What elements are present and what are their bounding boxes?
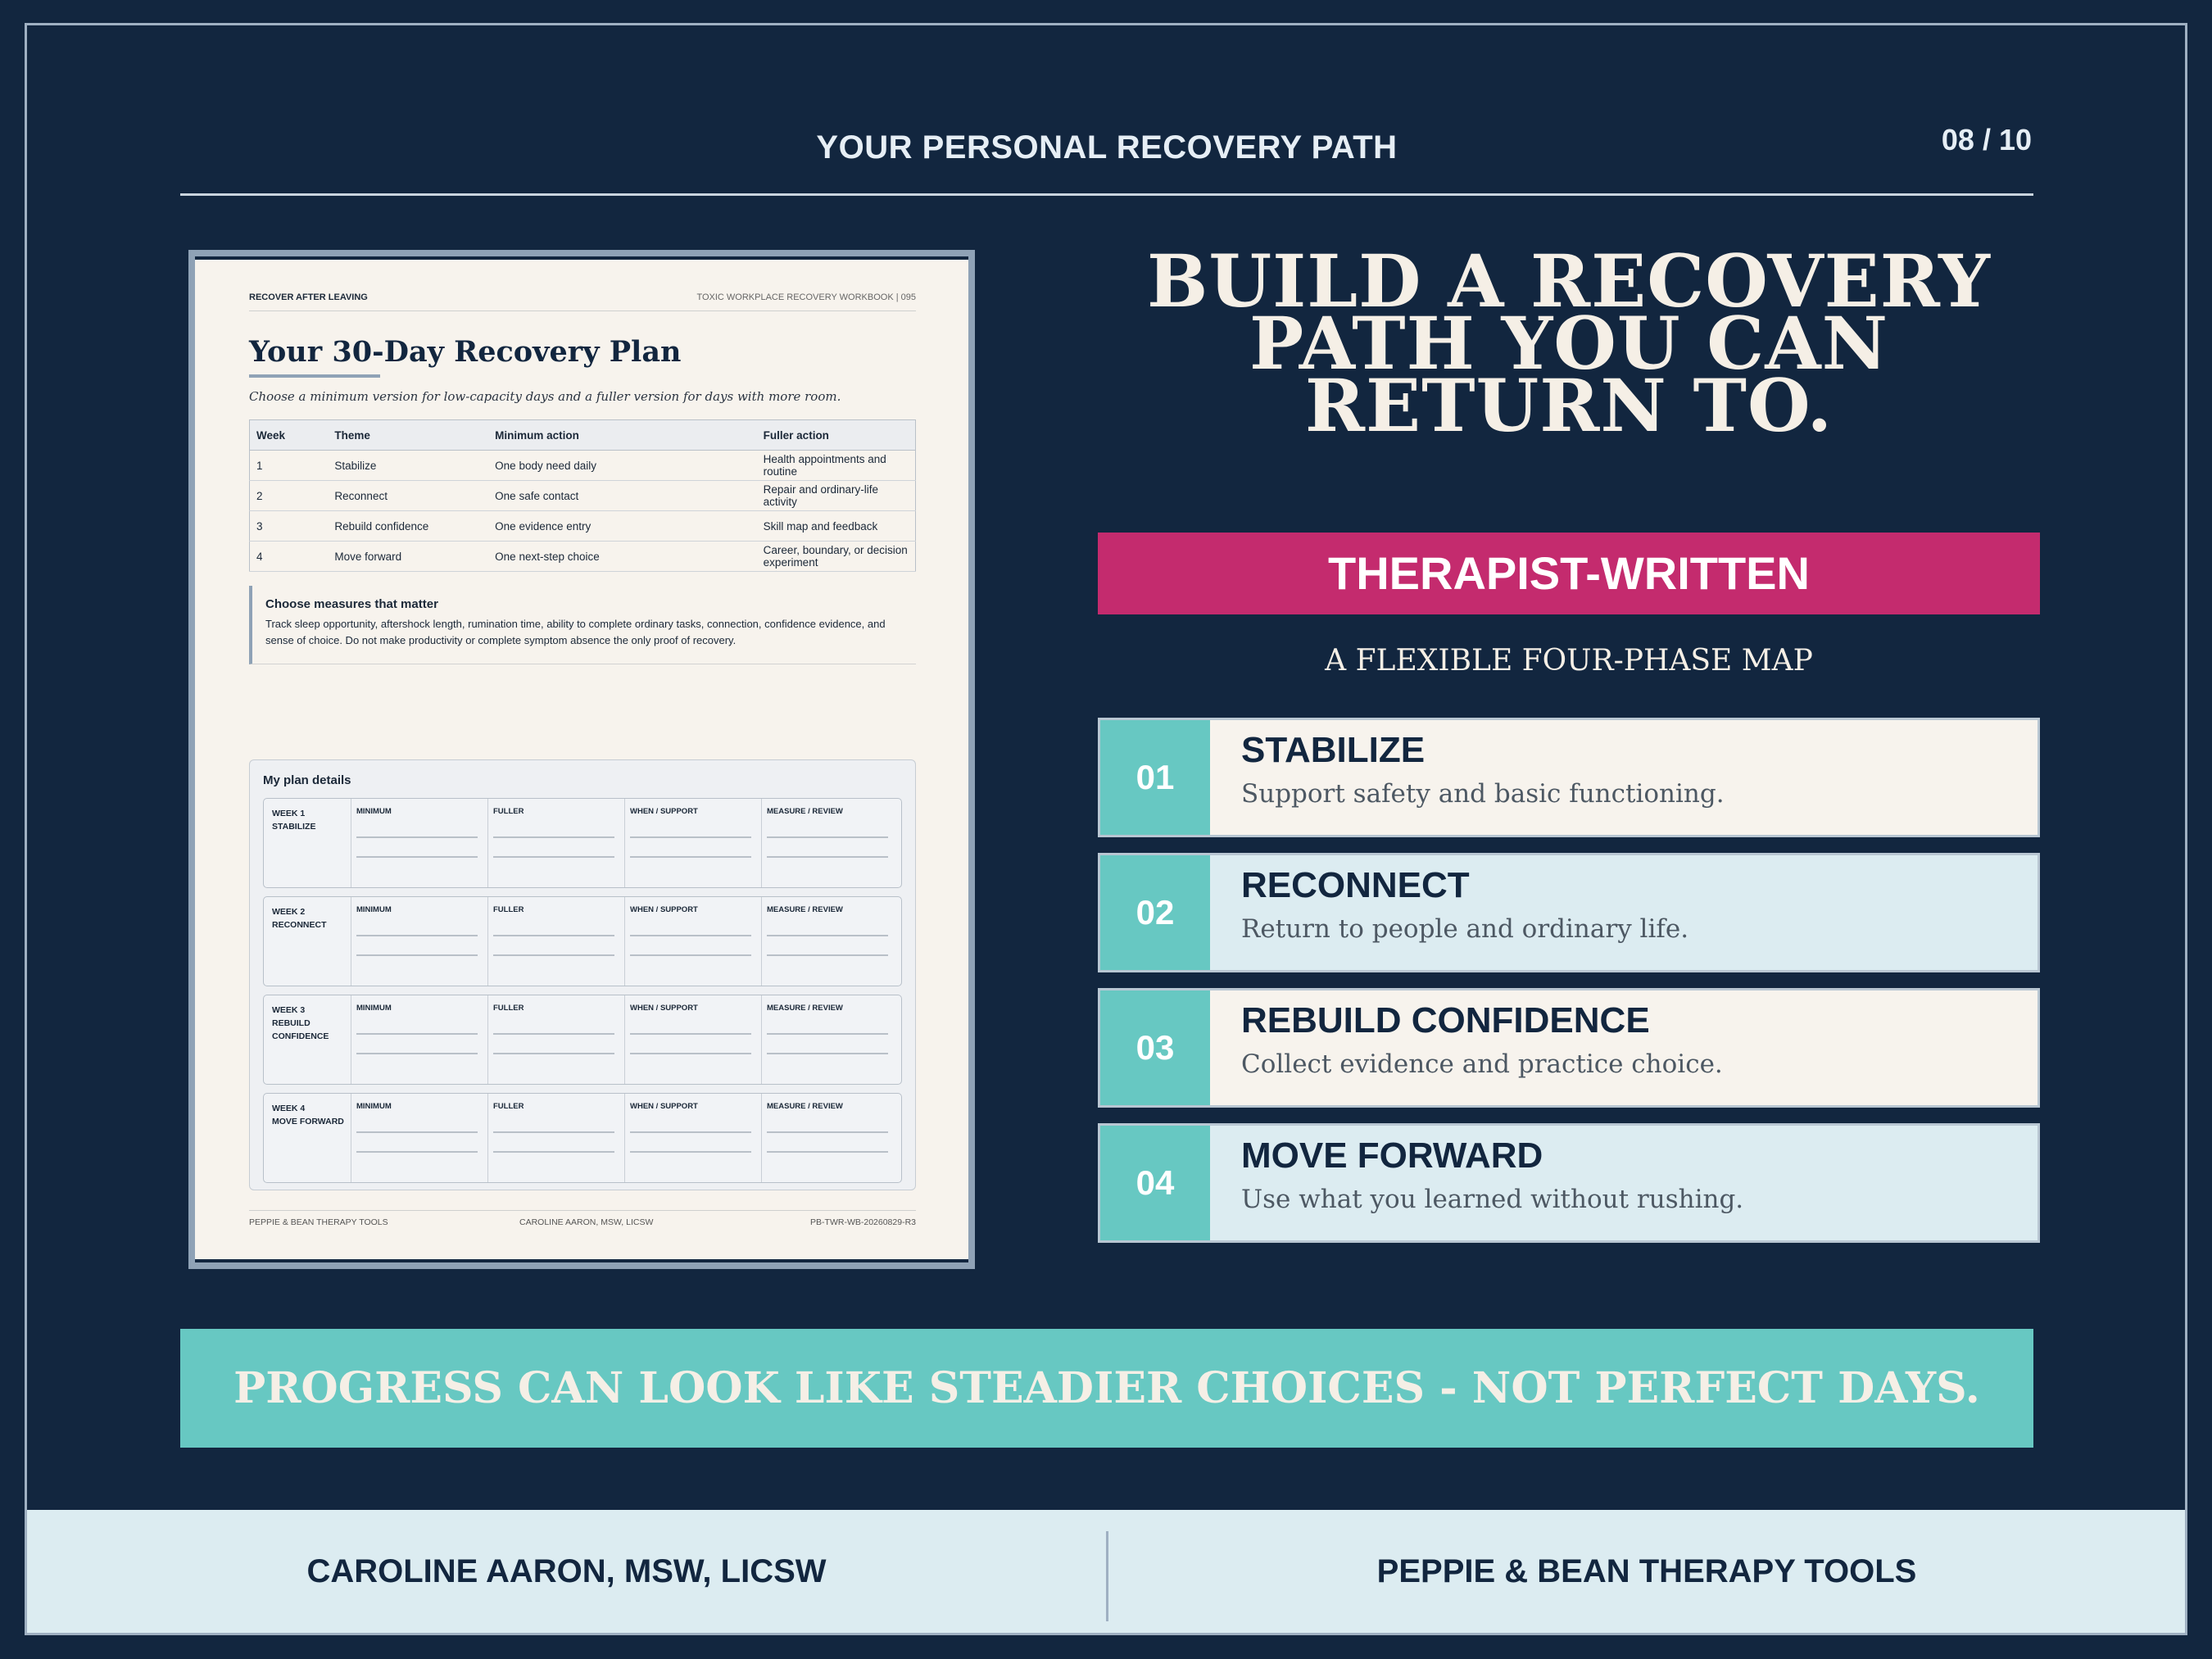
week-field[interactable] xyxy=(761,897,899,986)
write-line xyxy=(493,954,614,956)
week-field-label: FULLER xyxy=(493,905,524,914)
measures-callout xyxy=(249,586,916,664)
table-cell: One next-step choice xyxy=(488,542,757,572)
write-line xyxy=(630,935,751,936)
write-line xyxy=(356,836,478,838)
plan-week-row xyxy=(263,1093,902,1183)
write-line xyxy=(356,1053,478,1054)
table-row xyxy=(250,481,916,511)
write-line xyxy=(493,856,614,858)
table-header: Minimum action xyxy=(488,420,757,451)
table-cell: 3 xyxy=(250,511,329,542)
table-row xyxy=(250,451,916,481)
table-cell: Rebuild confidence xyxy=(328,511,488,542)
write-line xyxy=(630,1151,751,1153)
phase-card-move-forward xyxy=(1098,1123,2040,1243)
week-field-label: MINIMUM xyxy=(356,1004,392,1013)
four-phase-subhead: A FLEXIBLE FOUR-PHASE MAP xyxy=(1325,644,1813,678)
phase-number: 03 xyxy=(1100,990,1210,1105)
phase-description: Collect evidence and practice choice. xyxy=(1241,1049,1723,1079)
phase-title: STABILIZE xyxy=(1241,730,1426,770)
phase-description: Support safety and basic functioning. xyxy=(1241,779,1725,809)
week-field-label: WHEN / SUPPORT xyxy=(630,1102,698,1111)
workbook-title: Your 30-Day Recovery Plan xyxy=(249,335,682,369)
week-field-label: FULLER xyxy=(493,807,524,816)
write-line xyxy=(767,1053,888,1054)
table-cell: One body need daily xyxy=(488,451,757,481)
week-field-label: MINIMUM xyxy=(356,905,392,914)
week-number: WEEK 1 xyxy=(272,809,306,818)
week-field[interactable] xyxy=(761,1094,899,1182)
write-line xyxy=(630,1053,751,1054)
week-field[interactable] xyxy=(761,799,899,887)
week-field[interactable] xyxy=(624,1094,762,1182)
table-cell: 1 xyxy=(250,451,329,481)
table-row xyxy=(250,542,916,572)
week-label xyxy=(272,1004,346,1043)
headline-line: PATH YOU CAN xyxy=(1249,301,1889,386)
write-line xyxy=(493,836,614,838)
write-line xyxy=(630,836,751,838)
footer-author: CAROLINE AARON, MSW, LICSW xyxy=(306,1553,827,1589)
write-line xyxy=(767,954,888,956)
write-line xyxy=(767,836,888,838)
headline-line: RETURN TO. xyxy=(1304,363,1834,448)
week-number: WEEK 2 xyxy=(272,907,306,917)
week-field-label: WHEN / SUPPORT xyxy=(630,905,698,914)
phase-title: REBUILD CONFIDENCE xyxy=(1241,1000,1650,1040)
week-field[interactable] xyxy=(487,1094,625,1182)
phase-title: RECONNECT xyxy=(1241,865,1470,905)
table-cell: Move forward xyxy=(328,542,488,572)
week-theme: MOVE FORWARD xyxy=(272,1117,344,1126)
phase-number: 02 xyxy=(1100,855,1210,970)
week-field-label: MEASURE / REVIEW xyxy=(767,1102,843,1111)
title-underline xyxy=(249,374,380,378)
week-field-label: WHEN / SUPPORT xyxy=(630,1004,698,1013)
table-cell: Health appointments and routine xyxy=(757,451,916,481)
phase-description: Use what you learned without rushing. xyxy=(1241,1185,1744,1214)
progress-quote-banner: PROGRESS CAN LOOK LIKE STEADIER CHOICES - NOT PERFECT DAYS. xyxy=(180,1329,2033,1448)
page-header-title: YOUR PERSONAL RECOVERY PATH xyxy=(816,129,1398,165)
write-line xyxy=(767,856,888,858)
plan-details-heading: My plan details xyxy=(263,773,351,787)
therapist-written-banner: THERAPIST-WRITTEN xyxy=(1098,533,2040,614)
week-field[interactable] xyxy=(761,995,899,1084)
week-field[interactable] xyxy=(351,897,488,986)
write-line xyxy=(767,935,888,936)
headline xyxy=(1098,238,2040,448)
write-line xyxy=(493,1053,614,1054)
phase-number: 04 xyxy=(1100,1126,1210,1240)
write-line xyxy=(493,1131,614,1133)
week-field[interactable] xyxy=(624,799,762,887)
table-cell: Reconnect xyxy=(328,481,488,511)
write-line xyxy=(493,1033,614,1035)
write-line xyxy=(630,1033,751,1035)
week-field-label: MEASURE / REVIEW xyxy=(767,807,843,816)
phase-card-stabilize xyxy=(1098,718,2040,837)
write-line xyxy=(356,1151,478,1153)
week-number: WEEK 3 xyxy=(272,1005,306,1015)
table-header: Week xyxy=(250,420,329,451)
measures-heading: Choose measures that matter xyxy=(265,597,438,611)
workbook-subtitle: Choose a minimum version for low-capacity days and a fuller version for days with more room. xyxy=(249,389,841,404)
week-theme: REBUILD CONFIDENCE xyxy=(272,1018,329,1041)
phase-title: MOVE FORWARD xyxy=(1241,1135,1543,1176)
write-line xyxy=(767,1131,888,1133)
workbook-page-preview xyxy=(188,250,975,1269)
week-field[interactable] xyxy=(624,897,762,986)
week-field-label: MEASURE / REVIEW xyxy=(767,905,843,914)
week-label xyxy=(272,1102,346,1128)
write-line xyxy=(356,1033,478,1035)
week-field-label: FULLER xyxy=(493,1004,524,1013)
table-cell: One evidence entry xyxy=(488,511,757,542)
write-line xyxy=(356,954,478,956)
write-line xyxy=(356,856,478,858)
week-field[interactable] xyxy=(351,1094,488,1182)
table-cell: One safe contact xyxy=(488,481,757,511)
table-header: Theme xyxy=(328,420,488,451)
week-field-label: FULLER xyxy=(493,1102,524,1111)
headline-line: BUILD A RECOVERY xyxy=(1147,238,1991,324)
table-cell: Repair and ordinary-life activity xyxy=(757,481,916,511)
workbook-section-label: RECOVER AFTER LEAVING xyxy=(249,292,368,302)
table-header-row xyxy=(250,420,916,451)
phase-number: 01 xyxy=(1100,720,1210,835)
footer-brand: PEPPIE & BEAN THERAPY TOOLS xyxy=(1376,1553,1917,1589)
write-line xyxy=(767,1033,888,1035)
week-theme: STABILIZE xyxy=(272,822,316,832)
workbook-page xyxy=(195,256,968,1262)
write-line xyxy=(630,954,751,956)
workbook-running-header xyxy=(249,292,916,311)
week-field-label: MEASURE / REVIEW xyxy=(767,1004,843,1013)
write-line xyxy=(356,1131,478,1133)
header-divider xyxy=(180,193,2033,196)
week-number: WEEK 4 xyxy=(272,1104,306,1113)
week-field[interactable] xyxy=(624,995,762,1084)
workbook-footer xyxy=(249,1210,916,1234)
plan-week-row xyxy=(263,798,902,888)
write-line xyxy=(630,856,751,858)
phase-description: Return to people and ordinary life. xyxy=(1241,914,1689,944)
week-field[interactable] xyxy=(487,995,625,1084)
write-line xyxy=(493,1151,614,1153)
week-field[interactable] xyxy=(487,897,625,986)
phase-card-reconnect xyxy=(1098,853,2040,972)
write-line xyxy=(767,1151,888,1153)
table-cell: Career, boundary, or decision experiment xyxy=(757,542,916,572)
table-header: Fuller action xyxy=(757,420,916,451)
week-field-label: MINIMUM xyxy=(356,1102,392,1111)
week-label xyxy=(272,807,346,833)
measures-body: Track sleep opportunity, aftershock length, rumination time, ability to complete ordinary tasks, connection, confidence evidence, and sense of choice. Do not make productivity or complete symptom absence the only proof of recovery. xyxy=(265,618,886,646)
page-footer xyxy=(27,1510,2185,1633)
table-cell: 4 xyxy=(250,542,329,572)
recovery-plan-table xyxy=(249,419,916,572)
plan-week-row xyxy=(263,995,902,1085)
table-cell: Stabilize xyxy=(328,451,488,481)
plan-details-box xyxy=(249,759,916,1190)
workbook-book-label: TOXIC WORKPLACE RECOVERY WORKBOOK | 095 xyxy=(696,292,916,302)
phase-card-rebuild-confidence xyxy=(1098,988,2040,1108)
workbook-footer-right: PB-TWR-WB-20260829-R3 xyxy=(810,1217,916,1227)
workbook-footer-center: CAROLINE AARON, MSW, LICSW xyxy=(519,1217,654,1227)
week-field[interactable] xyxy=(351,799,488,887)
week-label xyxy=(272,905,346,931)
table-cell: 2 xyxy=(250,481,329,511)
workbook-footer-left: PEPPIE & BEAN THERAPY TOOLS xyxy=(249,1217,388,1227)
table-row xyxy=(250,511,916,542)
write-line xyxy=(356,935,478,936)
table-cell: Skill map and feedback xyxy=(757,511,916,542)
write-line xyxy=(493,935,614,936)
week-theme: RECONNECT xyxy=(272,920,327,930)
week-field-label: MINIMUM xyxy=(356,807,392,816)
week-field-label: WHEN / SUPPORT xyxy=(630,807,698,816)
page-number: 08 / 10 xyxy=(1941,123,2032,156)
week-field[interactable] xyxy=(351,995,488,1084)
plan-week-row xyxy=(263,896,902,986)
week-field[interactable] xyxy=(487,799,625,887)
write-line xyxy=(630,1131,751,1133)
